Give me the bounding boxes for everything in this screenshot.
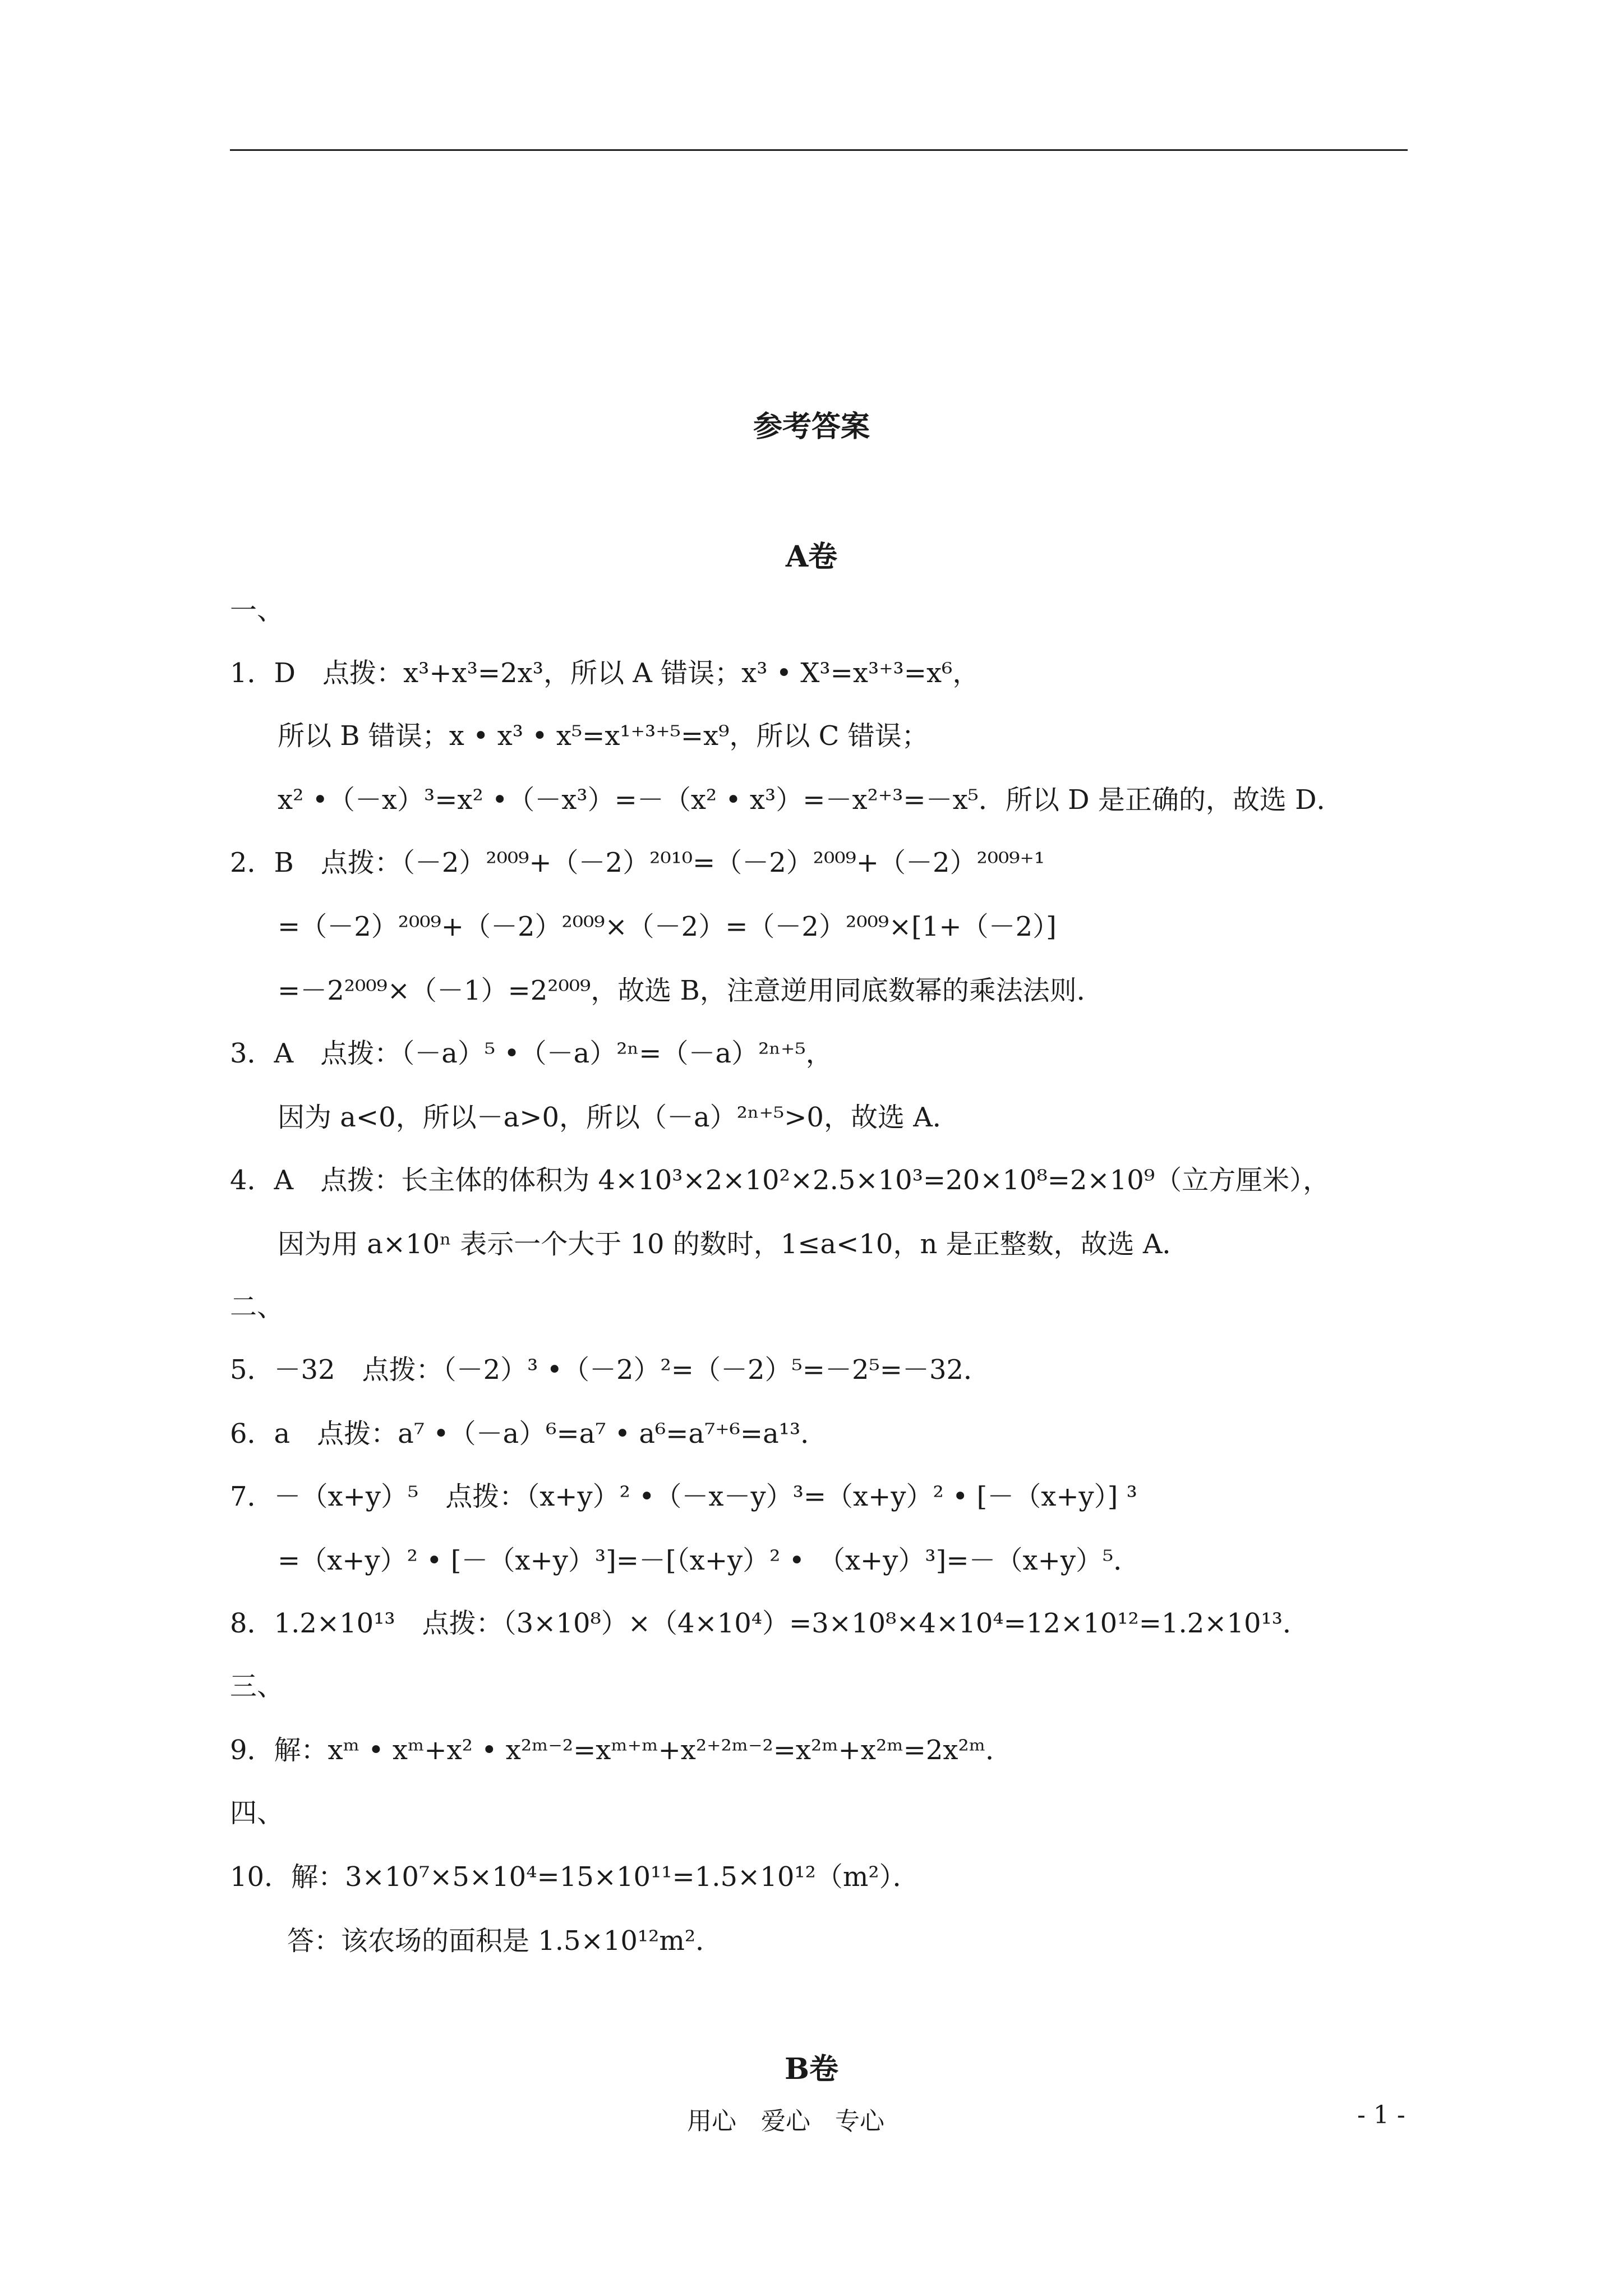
answer-line: 8．1.2×10¹³ 点拨：（3×10⁸）×（4×10⁴）=3×10⁸×4×10⁴=12×10¹²=1.2×10¹³． [230,1608,1310,1639]
answer-line: 因为用 a×10ⁿ 表示一个大于 10 的数时，1≤a<10，n 是正整数，故选 A． [278,1228,1189,1260]
answer-line: x² •（－x）³=x² •（－x³）=－（x² • x³）=－x²⁺³=－x⁵．所以 D 是正确的，故选 D． [278,784,1344,816]
answer-line: 所以 B 错误；x • x³ • x⁵=x¹⁺³⁺⁵=x⁹，所以 C 错误； [278,720,929,752]
answer-line: 1．D 点拨：x³+x³=2x³，所以 A 错误；x³ • X³=x³⁺³=x⁶， [230,657,980,689]
answer-line: =（－2）²⁰⁰⁹+（－2）²⁰⁰⁹×（－2）=（－2）²⁰⁰⁹×[1+（－2）] [278,911,1057,942]
page-number: - 1 - [1357,2101,1405,2129]
answer-line: =（x+y）² • [－（x+y）³]=－[（x+y）² • （x+y）³]=－（x+y）⁵． [278,1545,1141,1576]
answer-line: 7．－（x+y）⁵ 点拨：（x+y）² •（－x－y）³=（x+y）² • [－（x+y）] ³ [230,1481,1137,1512]
section-a-heading: A卷 [785,540,838,574]
answer-line: 5．－32 点拨：（－2）³ •（－2）²=（－2）⁵=－2⁵=－32． [230,1354,991,1386]
section-2-label: 二、 [230,1291,284,1323]
answer-line: 2．B 点拨：（－2）²⁰⁰⁹+（－2）²⁰¹⁰=（－2）²⁰⁰⁹+（－2）²⁰⁰⁹⁺¹ [230,847,1045,878]
header-rule [230,149,1408,151]
answer-line: =－2²⁰⁰⁹×（－1）=2²⁰⁰⁹，故选 B，注意逆用同底数幂的乘法法则． [278,975,1104,1006]
answer-line: 因为 a<0，所以－a>0，所以（－a）²ⁿ⁺⁵>0，故选 A． [278,1102,960,1133]
answer-line: 9．解：xᵐ • xᵐ+x² • x²ᵐ⁻²=xᵐ⁺ᵐ+x²⁺²ᵐ⁻²=x²ᵐ+x²ᵐ=2x²ᵐ． [230,1734,1013,1766]
answer-line: 答：该农场的面积是 1.5×10¹²m²． [287,1925,723,1957]
section-4-label: 四、 [230,1797,284,1829]
section-b-heading: B卷 [785,2052,838,2086]
footer-motto: 用心 爱心 专心 [687,2107,884,2136]
section-1-label: 一、 [230,595,284,626]
answer-line: 6．a 点拨：a⁷ •（－a）⁶=a⁷ • a⁶=a⁷⁺⁶=a¹³． [230,1418,828,1450]
answer-line: 3．A 点拨：（－a）⁵ •（－a）²ⁿ=（－a）²ⁿ⁺⁵， [230,1038,833,1069]
answer-line: 10．解：3×10⁷×5×10⁴=15×10¹¹=1.5×10¹²（m²）． [230,1861,920,1893]
page-title: 参考答案 [753,409,870,444]
section-3-label: 三、 [230,1671,284,1702]
answer-line: 4．A 点拨：长主体的体积为 4×10³×2×10²×2.5×10³=20×10⁸=2×10⁹（立方厘米）， [230,1165,1330,1196]
